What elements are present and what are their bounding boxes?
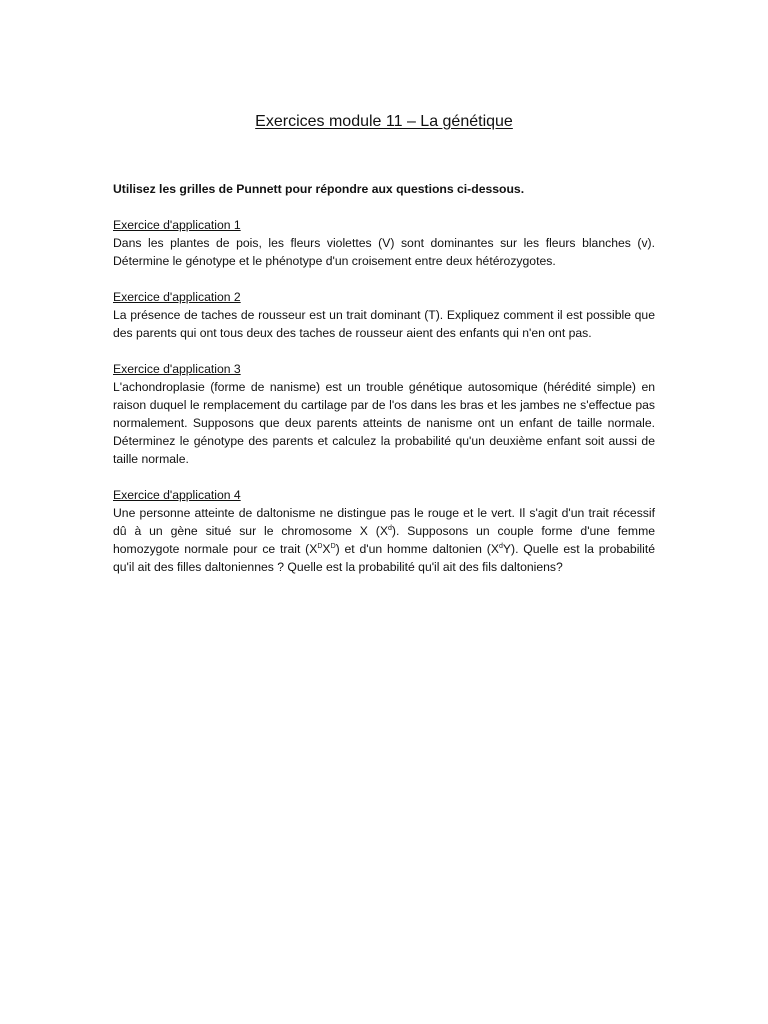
exercise-4-heading: Exercice d'application 4 (113, 488, 241, 502)
document-title: Exercices module 11 – La génétique (255, 113, 513, 130)
exercise-4-text-part-1: Une personne atteinte de daltonisme ne distingue pas le rouge et le vert. Il s'agit d'un trait récessif dû à un gène situé sur le chromosome X (X (113, 506, 655, 538)
exercise-4 (113, 486, 655, 576)
exercise-4-text-part-5: Y). Quelle est la probabilité qu'il ait des filles daltoniennes ? Quelle est la probabilité qu'il ait des fils daltoniens? (113, 542, 655, 574)
exercise-4-text-part-2: ). Supposons un couple forme d'une femme homozygote normale pour ce trait (X (113, 524, 655, 556)
exercise-3 (113, 360, 655, 468)
allele-superscript-2: D (317, 543, 323, 550)
allele-superscript-1: d (387, 525, 392, 532)
exercise-2 (113, 288, 655, 342)
exercise-4-text-part-4: ) et d'un homme daltonien (X (335, 542, 499, 556)
exercise-2-text: La présence de taches de rousseur est un trait dominant (T). Expliquez comment il est possible que des parents qui ont tous deux des taches de rousseur aient des enfants qui n'en ont pas. (113, 308, 655, 340)
exercise-4-text (113, 504, 655, 576)
allele-superscript-4: d (498, 543, 503, 550)
document-page (113, 110, 655, 594)
exercise-1-text: Dans les plantes de pois, les fleurs violettes (V) sont dominantes sur les fleurs blanches (v). Détermine le génotype et le phénotype d'un croisement entre deux hétérozygotes. (113, 236, 655, 268)
exercise-3-text: L'achondroplasie (forme de nanisme) est un trouble génétique autosomique (hérédité simple) en raison duquel le remplacement du cartilage par de l'os dans les bras et les jambes ne s'effectue pas normalement. Supposons que deux parents atteints de nanisme ont un enfant de taille normale. Déterminez le génotype des parents et calculez la probabilité qu'un deuxième enfant soit aussi de taille normale. (113, 380, 655, 466)
exercise-1 (113, 216, 655, 270)
exercise-2-heading: Exercice d'application 2 (113, 290, 241, 304)
instructions-text: Utilisez les grilles de Punnett pour répondre aux questions ci-dessous. (113, 182, 525, 196)
exercise-3-heading: Exercice d'application 3 (113, 362, 241, 376)
allele-superscript-3: D (330, 543, 336, 550)
exercise-4-text-part-3: X (322, 542, 331, 556)
exercise-1-heading: Exercice d'application 1 (113, 218, 241, 232)
